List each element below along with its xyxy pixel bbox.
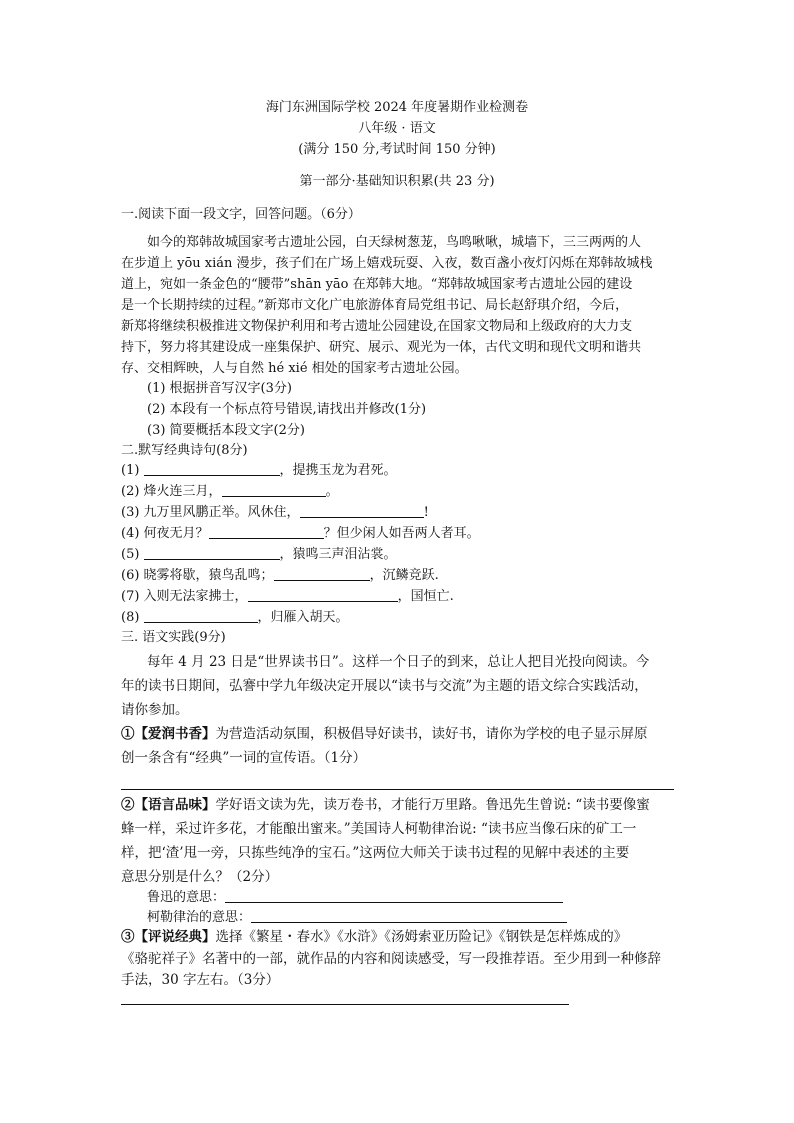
poem-line-3: (3) 九万里风鹏正举。风休住， ! (121, 505, 429, 520)
poem-line-4: (4) 何夜无月？ ？但少闲人如吾两人者耳。 (121, 526, 480, 541)
poem-line-8: (8) ，归雁入胡天。 (121, 610, 349, 625)
q3-item1: ①【爱润书香】为营造活动氛围，积极倡导好读书，读好书，请你为学校的电子显示屏原 (121, 726, 648, 742)
answer-line[interactable] (121, 1004, 569, 1005)
answer-blank[interactable] (144, 547, 280, 560)
poem-line-6: (6) 晓雾将歇，猿鸟乱鸣； ，沉鳞竞跃. (121, 568, 439, 583)
q3-item1-line: 创一条含有“经典”一词的宣传语。（1分） (121, 750, 367, 766)
q3-intro-line: 请你参加。 (121, 702, 189, 718)
answer-blank[interactable] (222, 484, 326, 497)
q1-passage-line: 在步道上 yōu xián 漫步，孩子们在广场上嬉戏玩耍、入夜，数百盏小夜灯闪烁在郑韩故城栈 (121, 256, 653, 271)
q3-item2: ②【语言品味】学好语文读为先，读万卷书，才能行万里路。鲁迅先生曾说: “读书要像蜜 (121, 797, 650, 813)
q2-heading: 二.默写经典诗句(8分) (121, 443, 248, 458)
q3-item3-line: 《骆驼祥子》名著中的一部，就作品的内容和阅读感受，写一段推荐语。至少用到一种修辞 (121, 951, 661, 967)
q1-passage-line: 如今的郑韩故城国家考古遗址公园，白天绿树葱茏，鸟鸣啾啾，城墙下，三三两两的人 (147, 235, 642, 250)
item2-tag: ②【语言品味】 (121, 797, 216, 813)
answer-blank[interactable] (209, 526, 324, 539)
luxun-answer: 鲁迅的意思： (147, 890, 563, 906)
exam-subtitle: 八年级 · 语文 (358, 121, 436, 136)
exam-info: (满分 150 分,考试时间 150 分钟) (298, 142, 496, 157)
q3-intro-line: 每年 4 月 23 日是“世界读书日”。这样一个日子的到来，总让人把目光投向阅读。今 (147, 654, 650, 670)
q1-passage-line: 持下，努力将其建设成一座集保护、研究、展示、观光为一体，古代文明和现代文明和谐共 (121, 340, 642, 355)
item1-tag: ①【爱润书香】 (121, 726, 216, 742)
q3-intro-line: 年的读书日期间，弘謇中学九年级决定开展以“读书与交流”为主题的语文综合实践活动， (121, 678, 648, 694)
part1-heading: 第一部分·基础知识积累(共 23 分) (299, 174, 495, 189)
answer-blank[interactable] (251, 910, 567, 923)
answer-blank[interactable] (144, 610, 258, 623)
poem-line-5: (5) ，猿鸣三声泪沾裳。 (121, 547, 397, 562)
answer-blank[interactable] (274, 568, 370, 581)
q1-sub-question: (1) 根据拼音写汉字(3分) (147, 381, 292, 396)
exam-title: 海门东洲国际学校 2024 年度暑期作业检测卷 (265, 100, 529, 115)
q3-item2-line: 意思分别是什么？（2分） (121, 869, 279, 885)
q3-item3-line: 手法，30 字左右。（3分） (121, 972, 280, 988)
q1-sub-question: (3) 简要概括本段文字(2分) (147, 423, 305, 438)
answer-blank[interactable] (225, 890, 563, 903)
poem-line-1: (1) ，提携玉龙为君死。 (121, 463, 397, 478)
q1-heading: 一.阅读下面一段文字，回答问题。（6分） (121, 207, 361, 222)
poem-line-2: (2) 烽火连三月， 。 (121, 484, 339, 499)
answer-blank[interactable] (248, 589, 398, 602)
q3-item2-line: 蜂一样，采过许多花，才能酿出蜜来。”美国诗人柯勒律治说: “读书应当像石床的矿工一 (121, 821, 637, 837)
keler-answer: 柯勒律治的意思： (147, 910, 567, 926)
answer-blank[interactable] (144, 463, 280, 476)
q1-passage-line: 道上，宛如一条金色的“腰带”shān yāo 在郑韩大地。“郑韩故城国家考古遗址公园的建设 (121, 277, 633, 292)
q3-heading: 三. 语文实践(9分) (121, 630, 226, 645)
q3-item3: ③【评说经典】选择《繁星・春水》《水浒》《汤姆索亚历险记》《钢铁是怎样炼成的》 (121, 929, 628, 945)
poem-line-7: (7) 入则无法家拂士， ，国恒亡. (121, 589, 454, 604)
q1-passage-line: 新郑将继续积极推进文物保护利用和考古遗址公园建设,在国家文物局和上级政府的大力支 (121, 319, 633, 334)
q1-passage-line: 是一个长期持续的过程。”新郑市文化广电旅游体育局党组书记、局长赵舒琪介绍，今后， (121, 298, 629, 313)
answer-line[interactable] (121, 789, 674, 790)
q3-item2-line: 样，把‘渣’甩一旁，只拣些纯净的宝石。”这两位大师关于读书过程的见解中表述的主要 (121, 845, 630, 861)
answer-blank[interactable] (300, 505, 424, 518)
q1-passage-line: 存、交相辉映，人与自然 hé xié 相处的国家考古遗址公园。 (121, 361, 468, 376)
item3-tag: ③【评说经典】 (121, 929, 216, 945)
q1-sub-question: (2) 本段有一个标点符号错误,请找出并修改(1分) (147, 402, 427, 417)
